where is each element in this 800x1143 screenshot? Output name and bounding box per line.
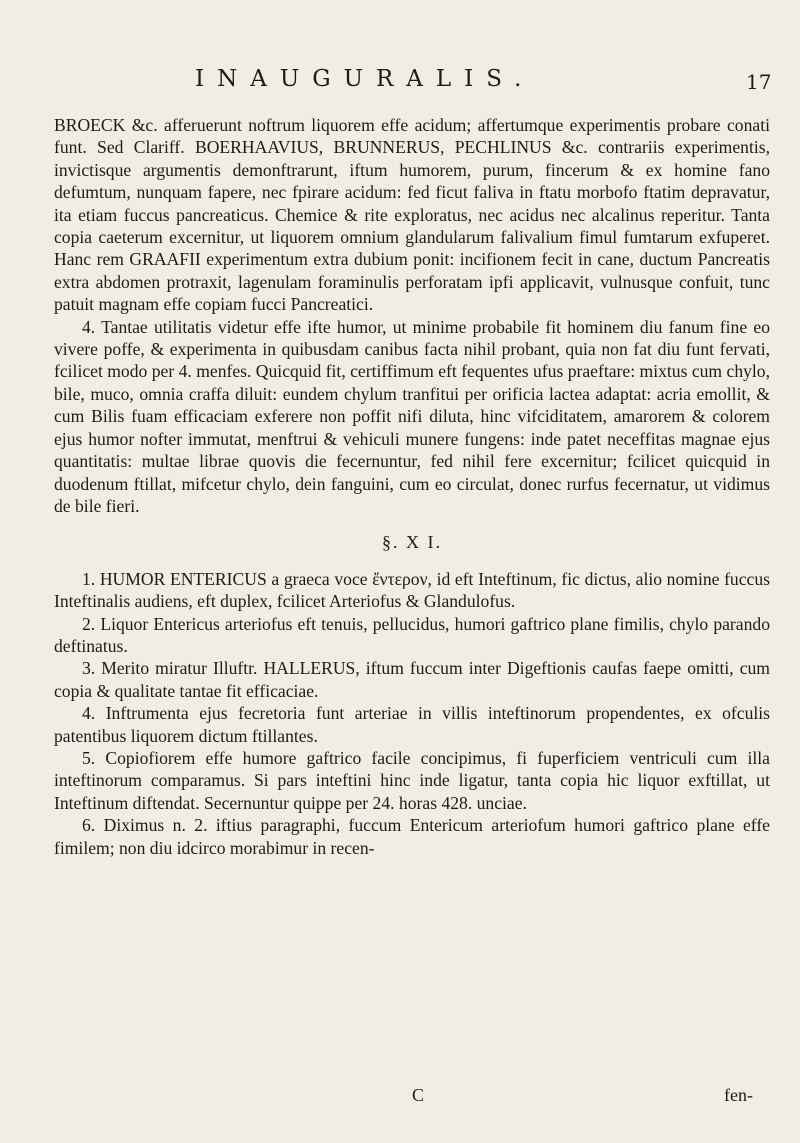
item-5: 5. Copiofiorem effe humore gaftrico facile concipimus, fi fuperficiem ventriculi cum illa inteftinorum comparamus. Si pars inteftini hinc inde ligatur, tanta copia hic liquor exftillat, ut Inteftinum diftendat. Secernuntur quippe per 24. horas 428. unciae.	[54, 747, 770, 813]
item-6: 6. Diximus n. 2. iftius paragraphi, fuccum Entericum arteriofum humori gaftrico plane effe fimilem; non diu idcirco morabimur in recen-	[54, 815, 770, 858]
signature-mark: C	[412, 1085, 425, 1105]
page-number: 17	[746, 70, 772, 94]
item-1: 1. HUMOR ENTERICUS a graeca voce ἔντερον, id eft Inteftinum, fic dictus, alio nomine fuccus Inteftinalis audiens, eft duplex, fcilicet Arteriofus & Glandulofus.	[54, 568, 770, 612]
running-title: INAUGURALIS.	[195, 66, 535, 92]
item-2: 2. Liquor Entericus arteriofus eft tenuis, pellucidus, humori gaftrico plane fimilis, chylo parando deftinatus.	[54, 613, 770, 656]
catchword: fen-	[724, 1085, 753, 1105]
body-text	[54, 114, 770, 859]
page-footer	[0, 1085, 800, 1109]
section-heading: §. X I.	[382, 532, 442, 553]
item-3: 3. Merito miratur Illuftr. HALLERUS, iftum fuccum inter Digeftionis caufas faepe omitti, cum copia & qualitate tantae fit efficaciae.	[54, 658, 770, 701]
item-4: 4. Inftrumenta ejus fecretoria funt arteriae in villis inteftinorum propendentes, ex ofculis patentibus liquorem dictum ftillantes.	[54, 703, 770, 746]
paragraph-4: 4. Tantae utilitatis videtur effe ifte humor, ut minime probabile fit hominem diu fanum fine eo vivere poffe, & experimenta in quibusdam canibus facta nihil probant, quia non fat diu funt fervati, fcilicet modo per 4. menfes. Quicquid fit, certiffimum eft fequentes ufus praeftare: mixtus cum chylo, bile, muco, omnia craffa diluit: eundem chylum tranfitui per orificia lactea adaptat: acria emollit, & cum Bilis fuam efficaciam exferere non poffit nifi diluta, hinc vifciditatem, amarorem & colorem ejus humor nofter immutat, menftrui & vehiculi munere fungens: inde patet neceffitas magnae ejus quantitatis: multae librae quovis die fecernuntur, fed nihil fere excernitur; fcilicet quicquid in duodenum ftillat, mifcetur chylo, dein fanguini, cum eo circulat, donec rurfus fecernatur, ut vidimus de bile fieri.	[54, 316, 770, 516]
paragraph-continuation: BROECK &c. afferuerunt noftrum liquorem effe acidum; affertumque experimentis probare conati funt. Sed Clariff. BOERHAAVIUS, BRUNNERUS, PECHLINUS &c. contrariis experimentis, invictisque argumentis demonftrarunt, iftum humorem, purum, fincerum & ex homine fano defumtum, nunquam fapere, nec fpirare acidum: fed ficut faliva in ftatu morbofo ftatim depravatur, ita etiam fuccus pancreaticus. Chemice & rite exploratus, nec acidus nec alcalinus reperitur. Tanta copia caeterum excernitur, ut liquorem omnium glandularum falivalium fimul fumtarum exfuperet. Hanc rem GRAAFII experimentum extra dubium ponit: incifionem fecit in cane, ductum Pancreatis extra abdomen protraxit, lagenulam foraminulis perforatam ipfi applicavit, vulnusque confuit, tunc patuit magnam effe copiam fucci Pancreatici.	[54, 115, 770, 315]
